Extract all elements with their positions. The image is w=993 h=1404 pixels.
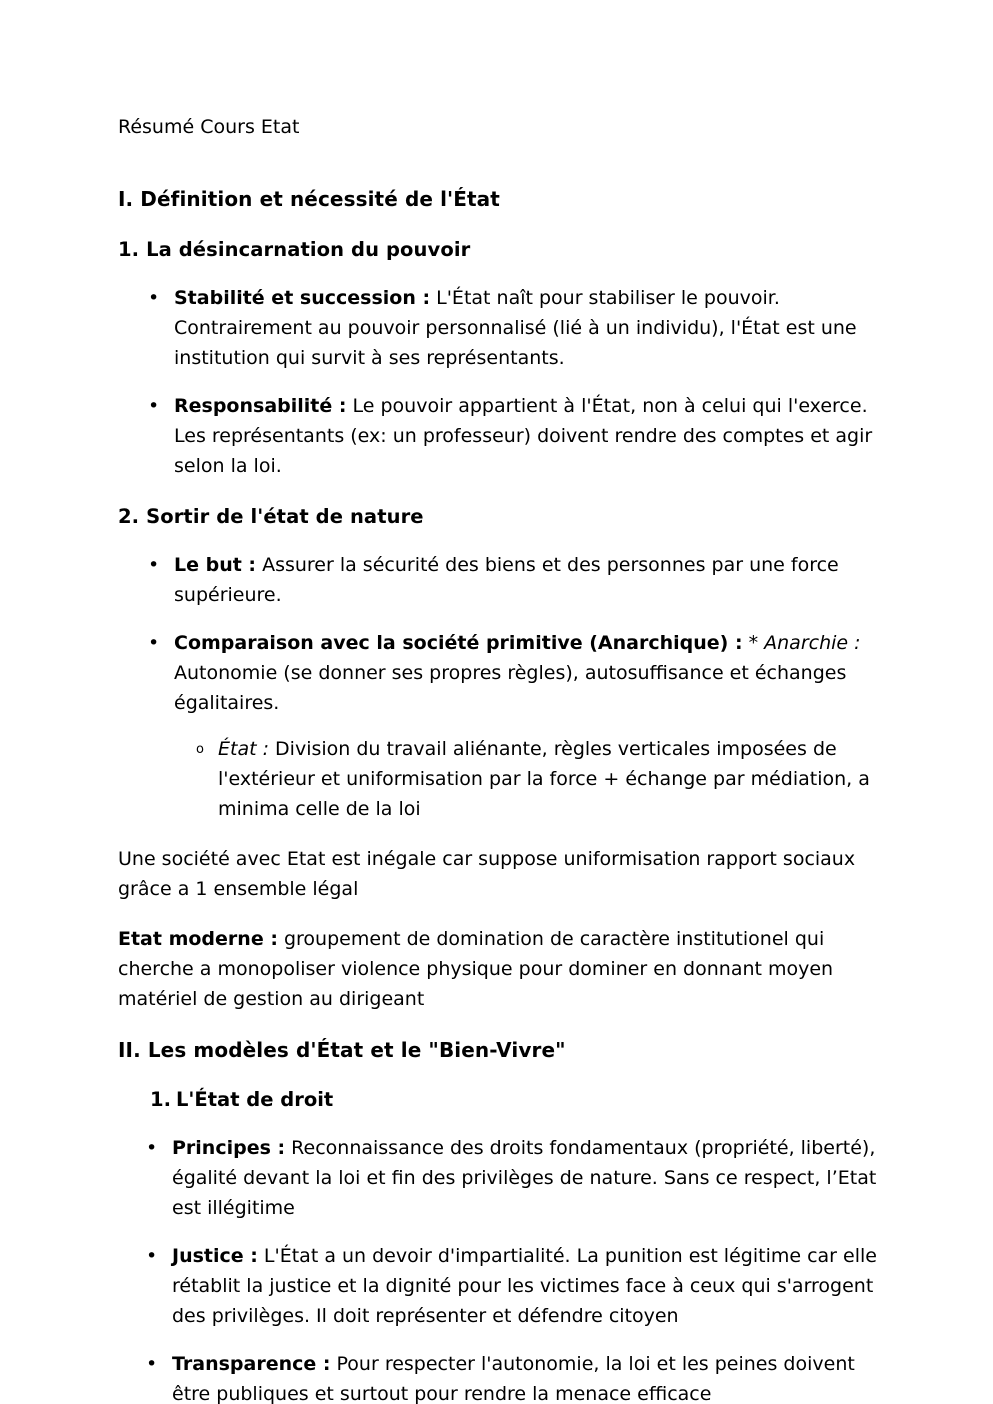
bullet-label: Stabilité et succession : — [174, 287, 431, 309]
bullet-italic-lead: Anarchie : — [764, 632, 861, 654]
bullet-text: Le pouvoir appartient à l'État, non à celui qui l'exerce. Les représentants (ex: un professeur) doivent rendre des comptes et agir selon la loi. — [174, 395, 873, 477]
bullet-label: Transparence : — [172, 1353, 331, 1375]
sub-bullet-text: Division du travail aliénante, règles verticales imposées de l'extérieur et uniformisation par la force + échange par médiation, a minima celle de la loi — [218, 738, 870, 820]
bullet-text: L'État naît pour stabiliser le pouvoir. Contrairement au pouvoir personnalisé (lié à un individu), l'État est une institution qui survit à ses représentants. — [174, 287, 857, 369]
list-item — [118, 1241, 878, 1331]
title-spacer — [118, 142, 878, 184]
section-heading-2: II. Les modèles d'État et le "Bien-Vivre" — [118, 1038, 566, 1062]
document-title: Résumé Cours Etat — [118, 116, 300, 138]
list-item — [174, 734, 878, 824]
numbered-subheading-label: L'État de droit — [176, 1088, 334, 1111]
bullet-text: Pour respecter l'autonomie, la loi et les peines doivent être publiques et surtout pour rendre la menace efficace — [172, 1353, 855, 1404]
paragraph-text: groupement de domination de caractère institutionel qui cherche a monopoliser violence physique pour dominer en donnant moyen matériel de gestion au dirigeant — [118, 928, 834, 1010]
bullet-text: Reconnaissance des droits fondamentaux (propriété, liberté), égalité devant la loi et fin des privilèges de nature. Sans ce respect, l’Etat est illégitime — [172, 1137, 877, 1219]
bullet-label: Responsabilité : — [174, 395, 347, 417]
list-item — [118, 550, 878, 610]
paragraph-label: Etat moderne : — [118, 928, 278, 950]
bullet-list-1-1 — [118, 283, 878, 481]
list-item — [118, 283, 878, 373]
subsection-heading-1-1: 1. La désincarnation du pouvoir — [118, 238, 471, 261]
bullet-list-1-2 — [118, 550, 878, 824]
bullet-list-2-1 — [118, 1133, 878, 1404]
bullet-label: Comparaison avec la société primitive (Anarchique) : — [174, 632, 743, 654]
list-item — [118, 1349, 878, 1404]
bullet-text: Assurer la sécurité des biens et des personnes par une force supérieure. — [174, 554, 839, 606]
bullet-text: L'État a un devoir d'impartialité. La punition est légitime car elle rétablit la justice et la dignité pour les victimes face à ceux qui s'arrogent des privilèges. Il doit représenter et défendre citoyen — [172, 1245, 877, 1327]
paragraph-text: Une société avec Etat est inégale car suppose uniformisation rapport sociaux grâce a 1 ensemble légal — [118, 848, 856, 900]
bullet-label: Le but : — [174, 554, 257, 576]
numbered-subheading-number: 1. — [150, 1088, 171, 1111]
subsection-heading-1-2: 2. Sortir de l'état de nature — [118, 505, 424, 528]
sub-bullet-list — [174, 734, 878, 824]
list-item — [118, 628, 878, 824]
document-body — [118, 112, 878, 1404]
bullet-asterisk-marker: * — [748, 632, 759, 654]
bullet-label: Justice : — [172, 1245, 258, 1267]
section-heading-1: I. Définition et nécessité de l'État — [118, 187, 500, 211]
sub-bullet-italic-lead: État : — [218, 738, 269, 760]
bullet-text: Autonomie (se donner ses propres règles), autosuffisance et échanges égalitaires. — [174, 662, 847, 714]
paragraph-1 — [118, 844, 878, 904]
bullet-label: Principes : — [172, 1137, 286, 1159]
numbered-subheading-2-1 — [118, 1085, 878, 1115]
list-item — [118, 391, 878, 481]
paragraph-2 — [118, 924, 878, 1014]
list-item — [118, 1133, 878, 1223]
